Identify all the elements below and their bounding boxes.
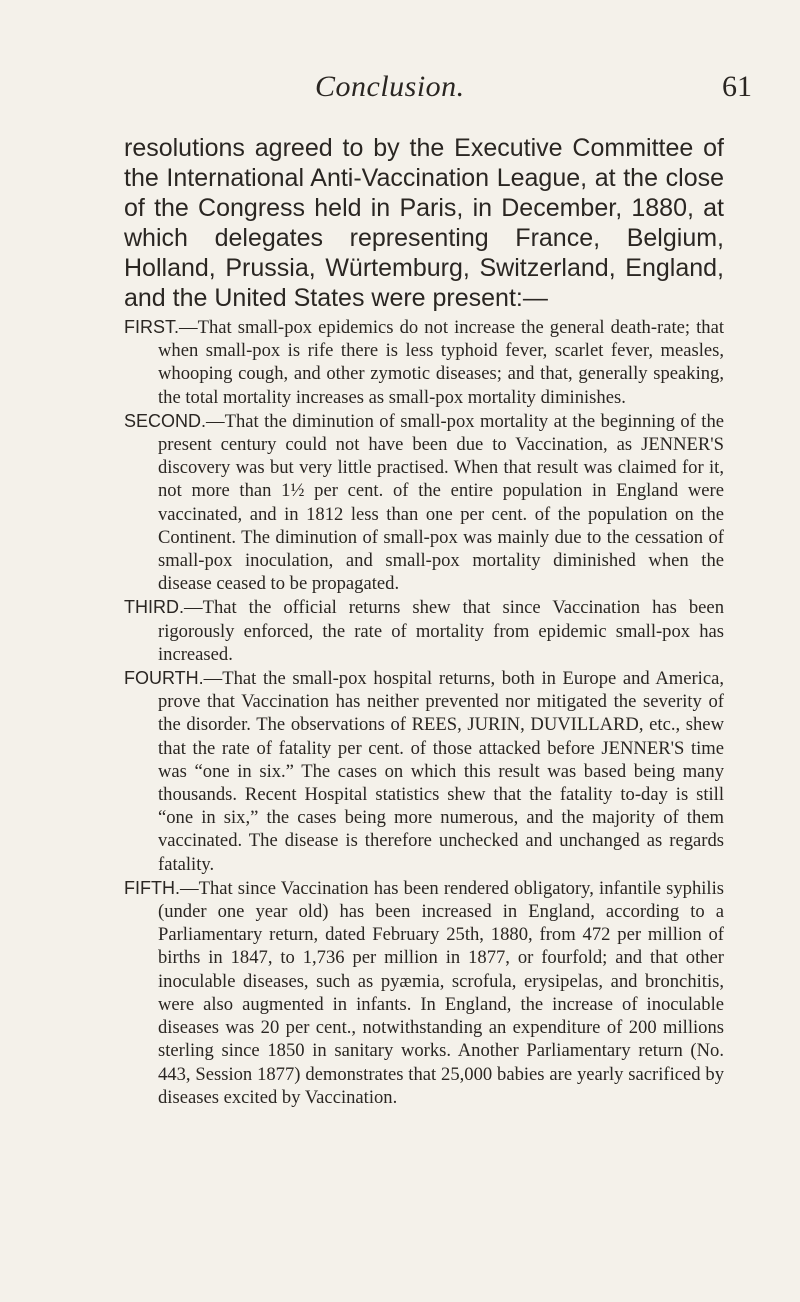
resolution-text: —That the diminution of small-pox mortality at the beginning of the present century could not have been due to Vaccination, as JENNER'S discovery was but very little practised. When that result was claimed for it, not more than 1½ per cent. of the entire population in England were vaccinated, and in 1812 less than one per cent. of the population on the Continent. The diminution of small-pox was mainly due to the cessation of small-pox inoculation, and small-pox mortality diminished when the disease ceased to be propagated.	[158, 410, 724, 595]
running-title: Conclusion.	[315, 70, 465, 103]
resolution-text: —That since Vaccination has been rendered obligatory, infantile syphilis (under one year old) has been increased in England, according to a Parliamentary return, dated February 25th, 1880, from 472 per million of births in 1847, to 1,736 per million in 1877, or fourfold; and that other inoculable diseases, such as pyæmia, scrofula, erysipelas, and bronchitis, were also augmented in infants. In England, the increase of inoculable diseases was 20 per cent., notwithstanding an expenditure of 200 millions sterling since 1850 in sanitary works. Another Parliamentary return (No. 443, Session 1877) demonstrates that 25,000 babies are yearly sacrificed by diseases excited by Vaccination.	[158, 877, 724, 1108]
running-head	[0, 70, 800, 110]
resolution-ordinal: FIFTH.	[124, 877, 180, 898]
resolution-ordinal: THIRD.	[124, 597, 184, 618]
resolution-ordinal: FIRST.	[124, 317, 180, 337]
resolution-first	[124, 316, 724, 409]
resolution-third	[124, 596, 724, 666]
resolution-text: —That small-pox epidemics do not increase the general death-rate; that when small-pox is rife there is less typhoid fever, scarlet fever, measles, whooping cough, and other zymotic diseases; and that, generally speaking, the total mortality increases as small-pox mortality diminishes.	[158, 317, 724, 408]
resolution-ordinal: SECOND.	[124, 410, 207, 431]
resolution-text: —That the small-pox hospital returns, both in Europe and America, prove that Vaccination has neither prevented nor mitigated the severity of the disorder. The observations of REES, JURIN, DUVILLARD, etc., shew that the rate of fatality per cent. of those attacked before JENNER'S time was “one in six.” The cases on which this result was based being many thousands. Recent Hospital statistics shew that the fatality to-day is still “one in six,” the cases being more numerous, and the majority of them vaccinated. The disease is therefore unchecked and unchanged as regards fatality.	[158, 668, 724, 875]
resolution-text: —That the official returns shew that since Vaccination has been rigorously enforced, the rate of mortality from epidemic small-pox has increased.	[158, 597, 724, 665]
resolution-fourth	[124, 667, 724, 876]
page-number: 61	[722, 70, 752, 103]
resolution-fifth	[124, 877, 724, 1109]
intro-paragraph: resolutions agreed to by the Executive Committee of the International Anti-Vaccination League, at the close of the Congress held in Paris, in December, 1880, at which delegates representing France, Belgium, Holland, Prussia, Würtemburg, Switzerland, England, and the United States were present:—	[124, 134, 724, 312]
resolution-second	[124, 410, 724, 596]
resolutions-list	[124, 316, 724, 1110]
resolution-ordinal: FOURTH.	[124, 668, 204, 689]
